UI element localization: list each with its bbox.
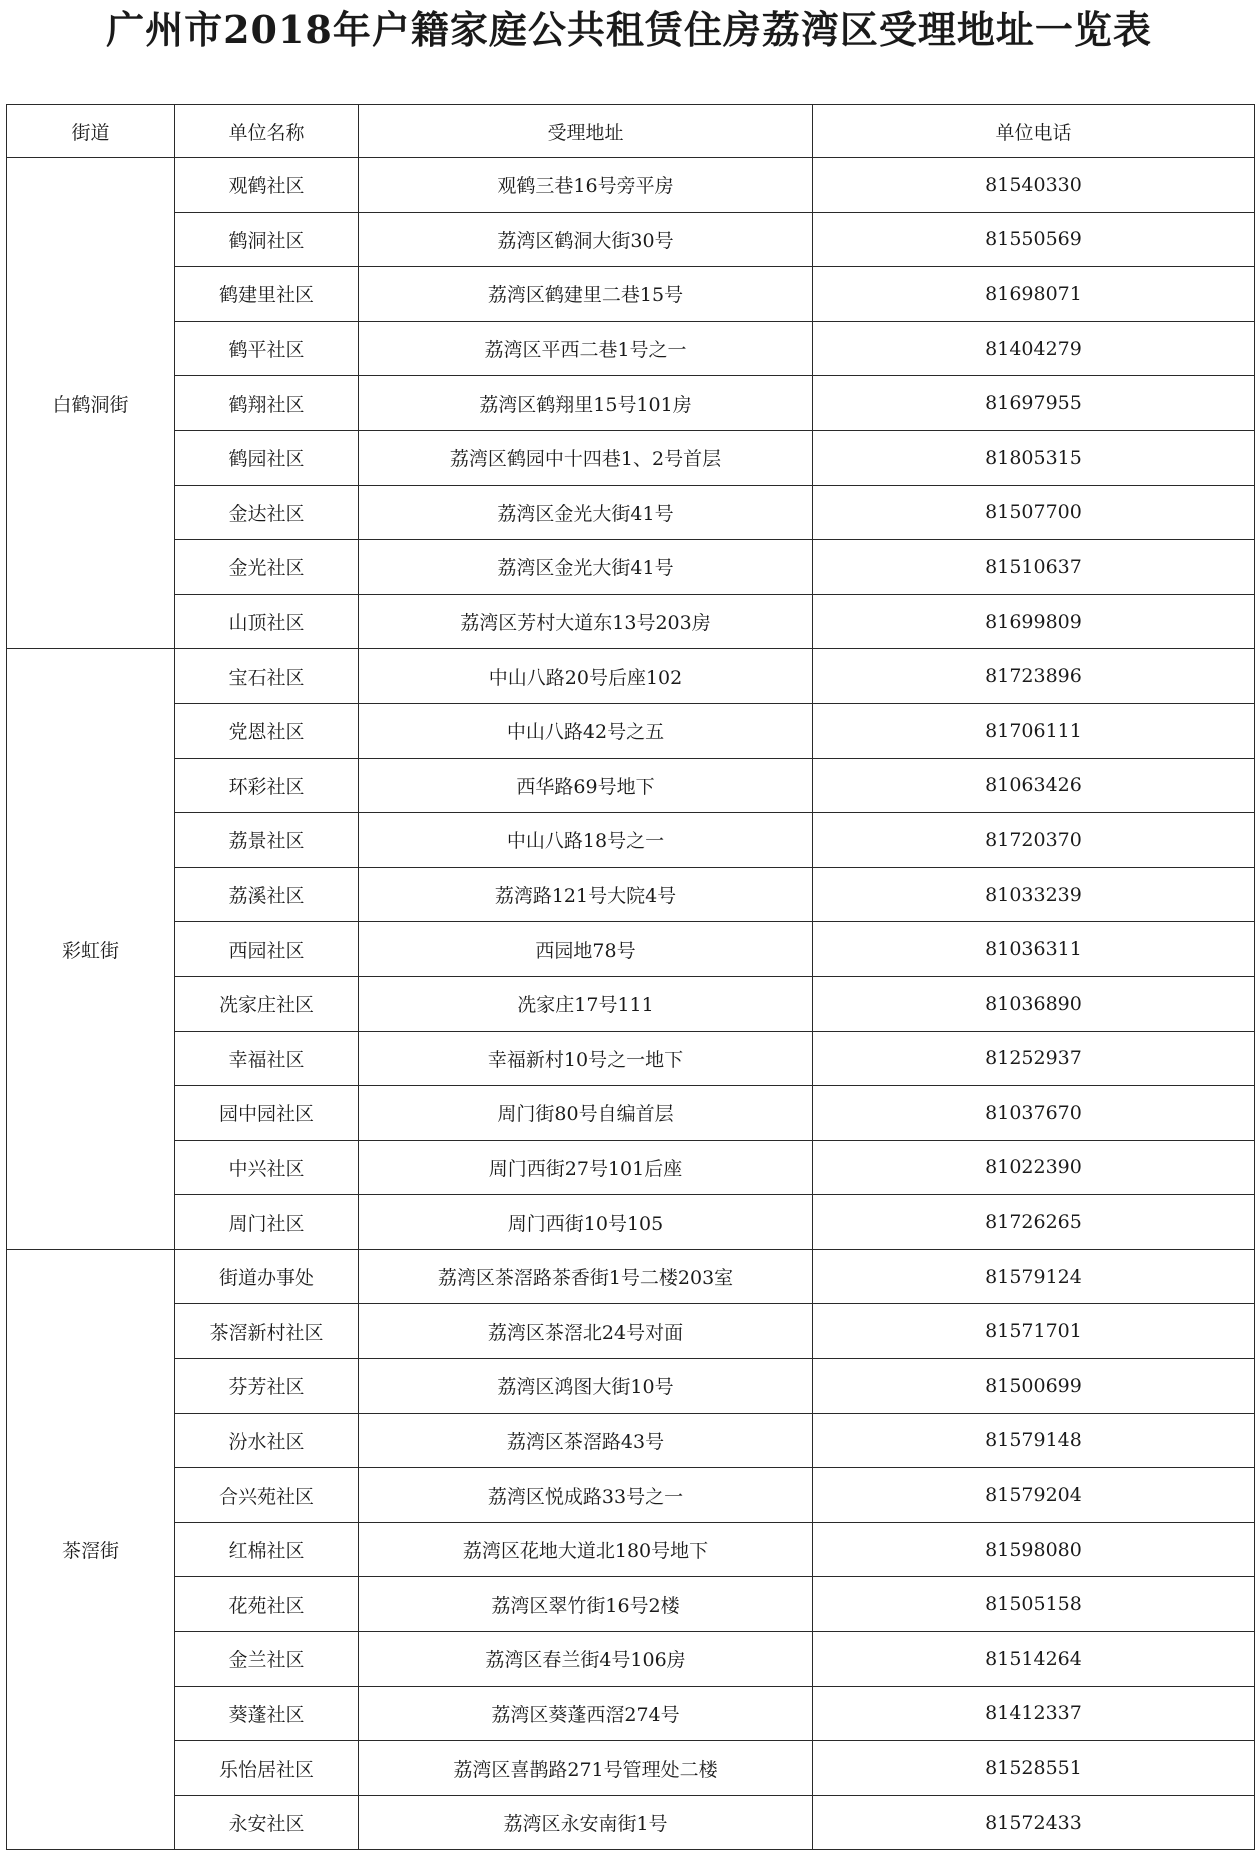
unit-name-cell: 芬芳社区 bbox=[175, 1359, 359, 1414]
table-row bbox=[7, 649, 1255, 704]
table-row bbox=[7, 1468, 1255, 1523]
unit-name-cell: 环彩社区 bbox=[175, 758, 359, 813]
unit-name-cell: 荔溪社区 bbox=[175, 867, 359, 922]
table-row bbox=[7, 430, 1255, 485]
header-address: 受理地址 bbox=[359, 105, 813, 158]
address-cell: 荔湾路121号大院4号 bbox=[359, 867, 813, 922]
table-row bbox=[7, 212, 1255, 267]
address-cell: 荔湾区芳村大道东13号203房 bbox=[359, 594, 813, 649]
address-cell: 中山八路20号后座102 bbox=[359, 649, 813, 704]
unit-name-cell: 中兴社区 bbox=[175, 1140, 359, 1195]
address-cell: 荔湾区鹤洞大街30号 bbox=[359, 212, 813, 267]
address-cell: 荔湾区喜鹊路271号管理处二楼 bbox=[359, 1741, 813, 1796]
phone-cell: 81510637 bbox=[813, 540, 1255, 595]
unit-name-cell: 茶滘新村社区 bbox=[175, 1304, 359, 1359]
header-unit-name: 单位名称 bbox=[175, 105, 359, 158]
table-row bbox=[7, 540, 1255, 595]
address-cell: 周门西街10号105 bbox=[359, 1195, 813, 1250]
unit-name-cell: 花苑社区 bbox=[175, 1577, 359, 1632]
table-row bbox=[7, 267, 1255, 322]
address-cell: 西园地78号 bbox=[359, 922, 813, 977]
address-cell: 周门街80号自编首层 bbox=[359, 1086, 813, 1141]
unit-name-cell: 鹤翔社区 bbox=[175, 376, 359, 431]
address-cell: 荔湾区鹤翔里15号101房 bbox=[359, 376, 813, 431]
unit-name-cell: 观鹤社区 bbox=[175, 158, 359, 213]
phone-cell: 81572433 bbox=[813, 1795, 1255, 1850]
unit-name-cell: 永安社区 bbox=[175, 1795, 359, 1850]
unit-name-cell: 西园社区 bbox=[175, 922, 359, 977]
unit-name-cell: 党恩社区 bbox=[175, 703, 359, 758]
phone-cell: 81706111 bbox=[813, 703, 1255, 758]
header-phone: 单位电话 bbox=[813, 105, 1255, 158]
phone-cell: 81404279 bbox=[813, 321, 1255, 376]
address-cell: 荔湾区茶滘北24号对面 bbox=[359, 1304, 813, 1359]
phone-cell: 81036890 bbox=[813, 976, 1255, 1031]
phone-cell: 81579148 bbox=[813, 1413, 1255, 1468]
unit-name-cell: 金兰社区 bbox=[175, 1632, 359, 1687]
address-cell: 荔湾区鸿图大街10号 bbox=[359, 1359, 813, 1414]
unit-name-cell: 荔景社区 bbox=[175, 813, 359, 868]
address-cell: 荔湾区春兰街4号106房 bbox=[359, 1632, 813, 1687]
unit-name-cell: 葵蓬社区 bbox=[175, 1686, 359, 1741]
unit-name-cell: 山顶社区 bbox=[175, 594, 359, 649]
address-cell: 荔湾区平西二巷1号之一 bbox=[359, 321, 813, 376]
address-table bbox=[6, 104, 1255, 1850]
phone-cell: 81022390 bbox=[813, 1140, 1255, 1195]
phone-cell: 81579204 bbox=[813, 1468, 1255, 1523]
page-title: 广州市2018年户籍家庭公共租赁住房荔湾区受理地址一览表 bbox=[106, 7, 1152, 52]
table-row bbox=[7, 1413, 1255, 1468]
phone-cell: 81036311 bbox=[813, 922, 1255, 977]
unit-name-cell: 鹤洞社区 bbox=[175, 212, 359, 267]
header-street: 街道 bbox=[7, 105, 175, 158]
unit-name-cell: 冼家庄社区 bbox=[175, 976, 359, 1031]
phone-cell: 81500699 bbox=[813, 1359, 1255, 1414]
table-row bbox=[7, 1195, 1255, 1250]
unit-name-cell: 幸福社区 bbox=[175, 1031, 359, 1086]
table-row bbox=[7, 321, 1255, 376]
street-name-cell: 白鹤洞街 bbox=[7, 158, 175, 649]
phone-cell: 81550569 bbox=[813, 212, 1255, 267]
address-cell: 观鹤三巷16号旁平房 bbox=[359, 158, 813, 213]
unit-name-cell: 汾水社区 bbox=[175, 1413, 359, 1468]
table-row bbox=[7, 813, 1255, 868]
address-cell: 中山八路42号之五 bbox=[359, 703, 813, 758]
address-cell: 中山八路18号之一 bbox=[359, 813, 813, 868]
phone-cell: 81720370 bbox=[813, 813, 1255, 868]
table-row bbox=[7, 867, 1255, 922]
phone-cell: 81063426 bbox=[813, 758, 1255, 813]
table-header-row bbox=[7, 105, 1255, 158]
table-row bbox=[7, 158, 1255, 213]
unit-name-cell: 合兴苑社区 bbox=[175, 1468, 359, 1523]
phone-cell: 81598080 bbox=[813, 1522, 1255, 1577]
table-row bbox=[7, 1795, 1255, 1850]
phone-cell: 81726265 bbox=[813, 1195, 1255, 1250]
unit-name-cell: 乐怡居社区 bbox=[175, 1741, 359, 1796]
table-row bbox=[7, 1577, 1255, 1632]
table-row bbox=[7, 1086, 1255, 1141]
phone-cell: 81507700 bbox=[813, 485, 1255, 540]
table-row bbox=[7, 1632, 1255, 1687]
phone-cell: 81699809 bbox=[813, 594, 1255, 649]
address-cell: 荔湾区鹤园中十四巷1、2号首层 bbox=[359, 430, 813, 485]
table-row bbox=[7, 1304, 1255, 1359]
address-cell: 荔湾区金光大街41号 bbox=[359, 485, 813, 540]
phone-cell: 81528551 bbox=[813, 1741, 1255, 1796]
table-row bbox=[7, 1249, 1255, 1304]
unit-name-cell: 园中园社区 bbox=[175, 1086, 359, 1141]
table-body bbox=[7, 158, 1255, 1850]
address-cell: 荔湾区永安南街1号 bbox=[359, 1795, 813, 1850]
address-cell: 荔湾区金光大街41号 bbox=[359, 540, 813, 595]
unit-name-cell: 宝石社区 bbox=[175, 649, 359, 704]
phone-cell: 81252937 bbox=[813, 1031, 1255, 1086]
table-row bbox=[7, 758, 1255, 813]
phone-cell: 81571701 bbox=[813, 1304, 1255, 1359]
phone-cell: 81698071 bbox=[813, 267, 1255, 322]
unit-name-cell: 红棉社区 bbox=[175, 1522, 359, 1577]
unit-name-cell: 街道办事处 bbox=[175, 1249, 359, 1304]
unit-name-cell: 鹤园社区 bbox=[175, 430, 359, 485]
phone-cell: 81037670 bbox=[813, 1086, 1255, 1141]
table-row bbox=[7, 1359, 1255, 1414]
unit-name-cell: 周门社区 bbox=[175, 1195, 359, 1250]
phone-cell: 81723896 bbox=[813, 649, 1255, 704]
table-row bbox=[7, 976, 1255, 1031]
address-cell: 荔湾区翠竹街16号2楼 bbox=[359, 1577, 813, 1632]
phone-cell: 81505158 bbox=[813, 1577, 1255, 1632]
phone-cell: 81514264 bbox=[813, 1632, 1255, 1687]
address-cell: 荔湾区鹤建里二巷15号 bbox=[359, 267, 813, 322]
phone-cell: 81579124 bbox=[813, 1249, 1255, 1304]
unit-name-cell: 鹤平社区 bbox=[175, 321, 359, 376]
phone-cell: 81697955 bbox=[813, 376, 1255, 431]
address-cell: 荔湾区茶滘路43号 bbox=[359, 1413, 813, 1468]
address-cell: 西华路69号地下 bbox=[359, 758, 813, 813]
address-cell: 周门西街27号101后座 bbox=[359, 1140, 813, 1195]
table-row bbox=[7, 1686, 1255, 1741]
table-row bbox=[7, 485, 1255, 540]
address-cell: 幸福新村10号之一地下 bbox=[359, 1031, 813, 1086]
table-row bbox=[7, 376, 1255, 431]
table-row bbox=[7, 1031, 1255, 1086]
unit-name-cell: 金达社区 bbox=[175, 485, 359, 540]
address-cell: 冼家庄17号111 bbox=[359, 976, 813, 1031]
street-name-cell: 茶滘街 bbox=[7, 1249, 175, 1850]
phone-cell: 81805315 bbox=[813, 430, 1255, 485]
phone-cell: 81540330 bbox=[813, 158, 1255, 213]
address-cell: 荔湾区花地大道北180号地下 bbox=[359, 1522, 813, 1577]
phone-cell: 81412337 bbox=[813, 1686, 1255, 1741]
address-cell: 荔湾区茶滘路茶香街1号二楼203室 bbox=[359, 1249, 813, 1304]
table-row bbox=[7, 1140, 1255, 1195]
street-name-cell: 彩虹街 bbox=[7, 649, 175, 1250]
address-cell: 荔湾区葵蓬西滘274号 bbox=[359, 1686, 813, 1741]
unit-name-cell: 金光社区 bbox=[175, 540, 359, 595]
phone-cell: 81033239 bbox=[813, 867, 1255, 922]
table-row bbox=[7, 1522, 1255, 1577]
unit-name-cell: 鹤建里社区 bbox=[175, 267, 359, 322]
table-row bbox=[7, 594, 1255, 649]
address-cell: 荔湾区悦成路33号之一 bbox=[359, 1468, 813, 1523]
table-row bbox=[7, 1741, 1255, 1796]
table-row bbox=[7, 922, 1255, 977]
table-row bbox=[7, 703, 1255, 758]
